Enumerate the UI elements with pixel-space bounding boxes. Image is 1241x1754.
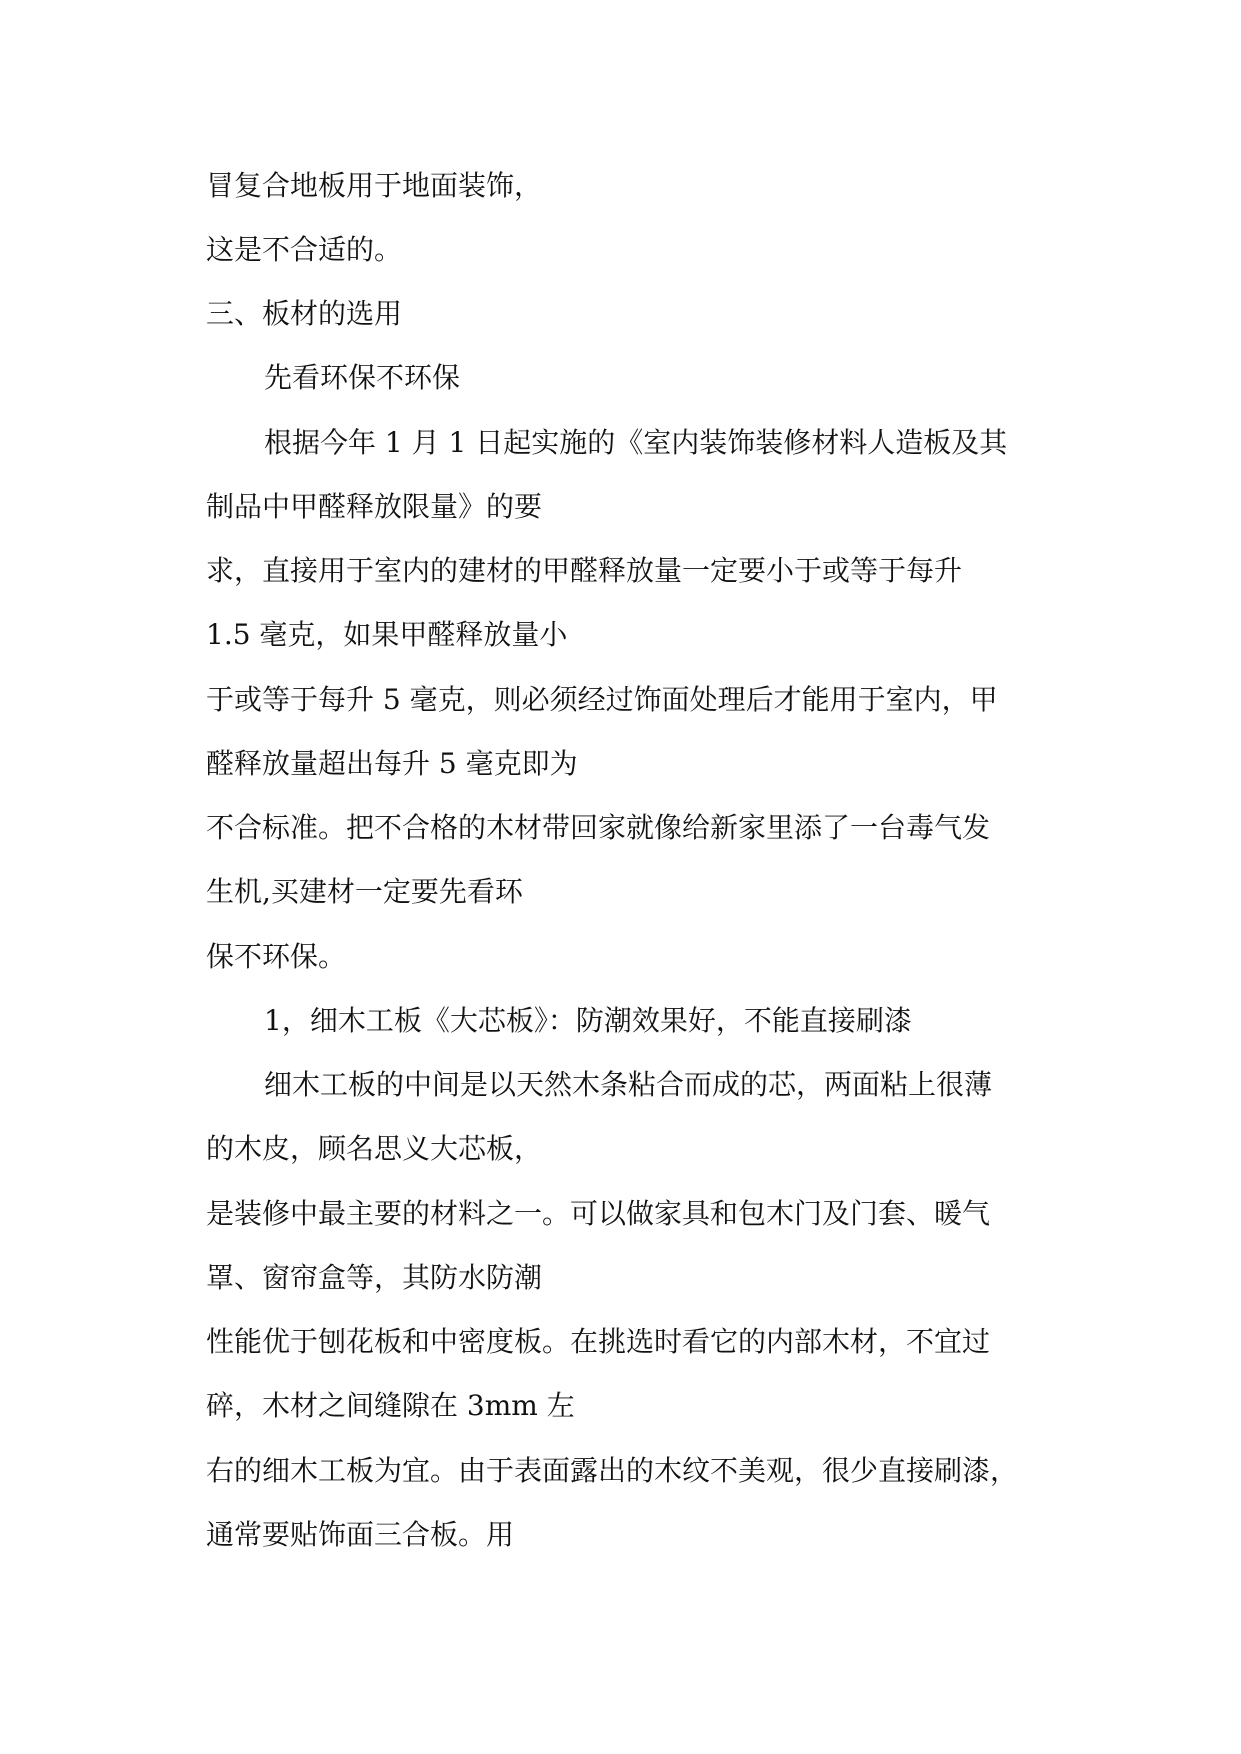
text-line: 的木皮，顾名思义大芯板， [206,1132,543,1165]
text-line: 碎，木材之间缝隙在 3mm 左 [206,1389,575,1422]
subheading: 先看环保不环保 [264,361,461,394]
text-line: 于或等于每升 5 毫克，则必须经过饰面处理后才能用于室内，甲 [206,683,998,716]
text-line: 通常要贴饰面三合板。用 [206,1518,515,1551]
text-line: 罩、窗帘盒等，其防水防潮 [206,1261,543,1294]
text-line: 求，直接用于室内的建材的甲醛释放量一定要小于或等于每升 [206,554,963,587]
section-heading: 三、板材的选用 [206,297,403,330]
text-line: 不合标准。把不合格的木材带回家就像给新家里添了一台毒气发 [206,811,991,844]
text-line: 性能优于刨花板和中密度板。在挑选时看它的内部木材，不宜过 [206,1325,991,1358]
text-line: 细木工板的中间是以天然木条粘合而成的芯，两面粘上很薄 [264,1068,993,1101]
text-line: 保不环保。 [206,940,347,973]
text-line: 醛释放量超出每升 5 毫克即为 [206,747,578,780]
text-line: 生机,买建材一定要先看环 [206,875,523,908]
subheading: 1，细木工板《大芯板》：防潮效果好，不能直接刷漆 [264,1004,912,1037]
text-line: 制品中甲醛释放限量》的要 [206,490,543,523]
text-line: 根据今年 1 月 1 日起实施的《室内装饰装修材料人造板及其 [264,426,1008,459]
text-line: 是装修中最主要的材料之一。可以做家具和包木门及门套、暖气 [206,1197,991,1230]
text-line: 1.5 毫克，如果甲醛释放量小 [206,618,568,651]
text-line: 这是不合适的。 [206,233,403,266]
text-line: 右的细木工板为宜。由于表面露出的木纹不美观，很少直接刷漆， [206,1454,1019,1487]
text-line: 冒复合地板用于地面装饰， [206,169,543,202]
